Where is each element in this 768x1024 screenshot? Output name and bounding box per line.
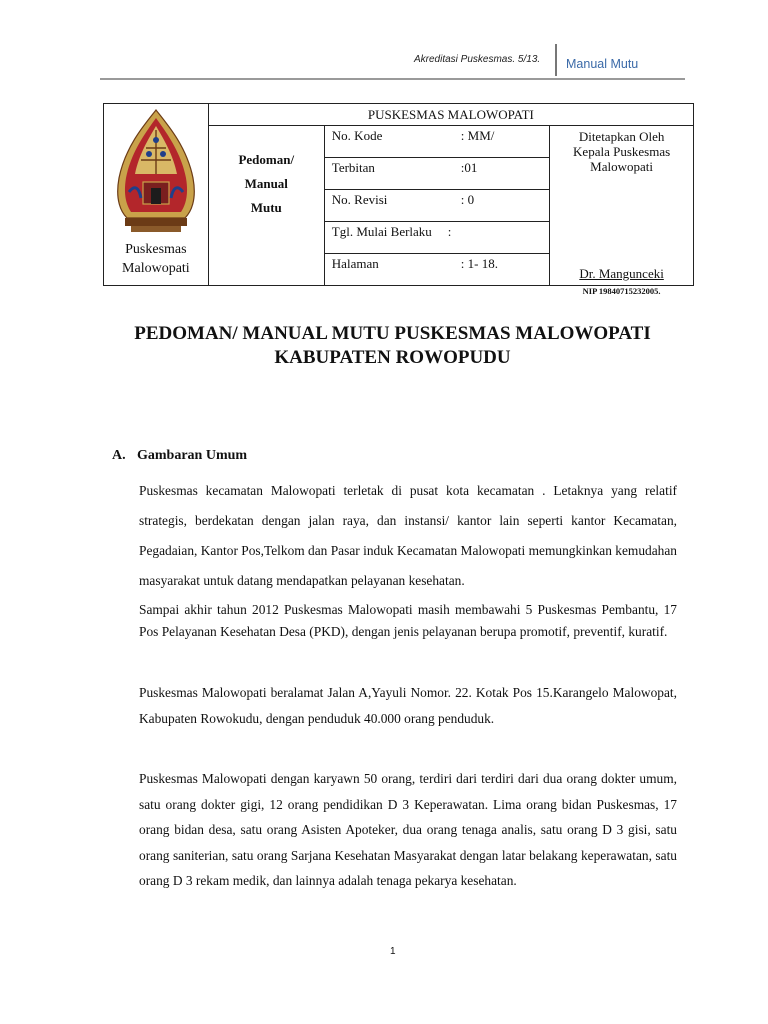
paragraph-2: Sampai akhir tahun 2012 Puskesmas Malowopati masih membawahi 5 Puskesmas Pembantu, 17 Pos Pelayanan Kesehatan Desa (PKD), dengan jenis pelayanan berupa promotif, preventif, kuratif.: [139, 602, 677, 639]
meta-value: : 1- 18.: [460, 256, 498, 271]
meta-value: : MM/: [460, 128, 495, 143]
meta-key: No. Kode: [331, 128, 383, 143]
page-number: 1: [390, 946, 396, 957]
doc-label-line-3: Mutu: [250, 200, 282, 215]
approval-cell: [550, 126, 694, 296]
meta-key: Halaman: [331, 256, 379, 271]
document-title-line-2: KABUPATEN ROWOPUDU: [274, 347, 511, 368]
meta-row-edition: [324, 158, 549, 190]
paragraph-1: Puskesmas kecamatan Malowopati terletak di pusat kota kecamatan . Letaknya yang relatif strategis, berdekatan dengan jalan raya, dan instansi/ kantor lain seperti kantor Kecamatan, Pegadaian, Kantor Pos,Telkom dan Pasar induk Kecamatan Malowopati memungkinkan kemudahan masyarakat untuk datang mendapatkan pelayanan kesehatan.: [139, 483, 677, 588]
header-rule: [100, 78, 685, 80]
meta-value: : 0: [460, 192, 475, 207]
meta-row-revision: [324, 190, 549, 222]
logo-cell: [104, 104, 209, 286]
logo-caption-line-2: Malowopati: [122, 261, 190, 276]
document-title-line-1: PEDOMAN/ MANUAL MUTU PUSKESMAS MALOWOPATI: [134, 323, 651, 344]
meta-key: Tgl. Mulai Berlaku: [331, 224, 432, 239]
signer-name: Dr. Mangunceki: [579, 266, 664, 281]
meta-value: :: [447, 224, 452, 239]
running-header-note: Akreditasi Puskesmas. 5/13.: [414, 54, 541, 65]
meta-row-code: [324, 126, 549, 158]
section-heading: [112, 448, 247, 464]
signer-nip: NIP 19840715232005.: [582, 286, 661, 296]
meta-value: :01: [460, 160, 478, 175]
paragraph-3: Puskesmas Malowopati beralamat Jalan A,Yayuli Nomor. 22. Kotak Pos 15.Karangelo Malowopat, Kabupaten Rowokudu, dengan penduduk 40.000 orang penduduk.: [139, 685, 677, 726]
section-letter: A.: [112, 448, 126, 463]
meta-key: Terbitan: [331, 160, 375, 175]
approval-line-2: Kepala Puskesmas: [573, 144, 671, 159]
gunungan-logo-icon: [113, 108, 199, 236]
document-header-table: [103, 103, 694, 296]
logo-caption-line-1: Puskesmas: [125, 242, 187, 257]
meta-row-pages: [324, 254, 549, 286]
doc-label-cell: [208, 126, 324, 286]
header-separator: [555, 44, 557, 76]
doc-label-line-1: Pedoman/: [238, 152, 295, 167]
paragraph-4: Puskesmas Malowopati dengan karyawn 50 orang, terdiri dari terdiri dari dua orang dokter umum, satu orang dokter gigi, 12 orang pendidikan D 3 Keperawatan. Lima orang bidan Puskesmas, 17 orang bidan desa, satu orang Asisten Apoteker, dua orang tenaga analis, satu orang D 3 gisi, satu orang saniterian, satu orang Sarjana Kesehatan Masyarakat dengan latar belakang keperawatan, satu orang D 3 rekam medik, dan lainnya adalah tenaga pekarya kesehatan.: [139, 771, 677, 888]
doc-label-line-2: Manual: [244, 176, 288, 191]
approval-line-1: Ditetapkan Oleh: [578, 129, 665, 144]
meta-row-effective-date: [324, 222, 549, 254]
section-title: Gambaran Umum: [137, 448, 248, 463]
org-title: PUSKESMAS MALOWOPATI: [208, 104, 693, 126]
meta-key: No. Revisi: [331, 192, 388, 207]
approval-line-3: Malowopati: [590, 159, 653, 174]
running-header-doc-type: Manual Mutu: [566, 57, 639, 71]
document-title: [100, 322, 685, 370]
